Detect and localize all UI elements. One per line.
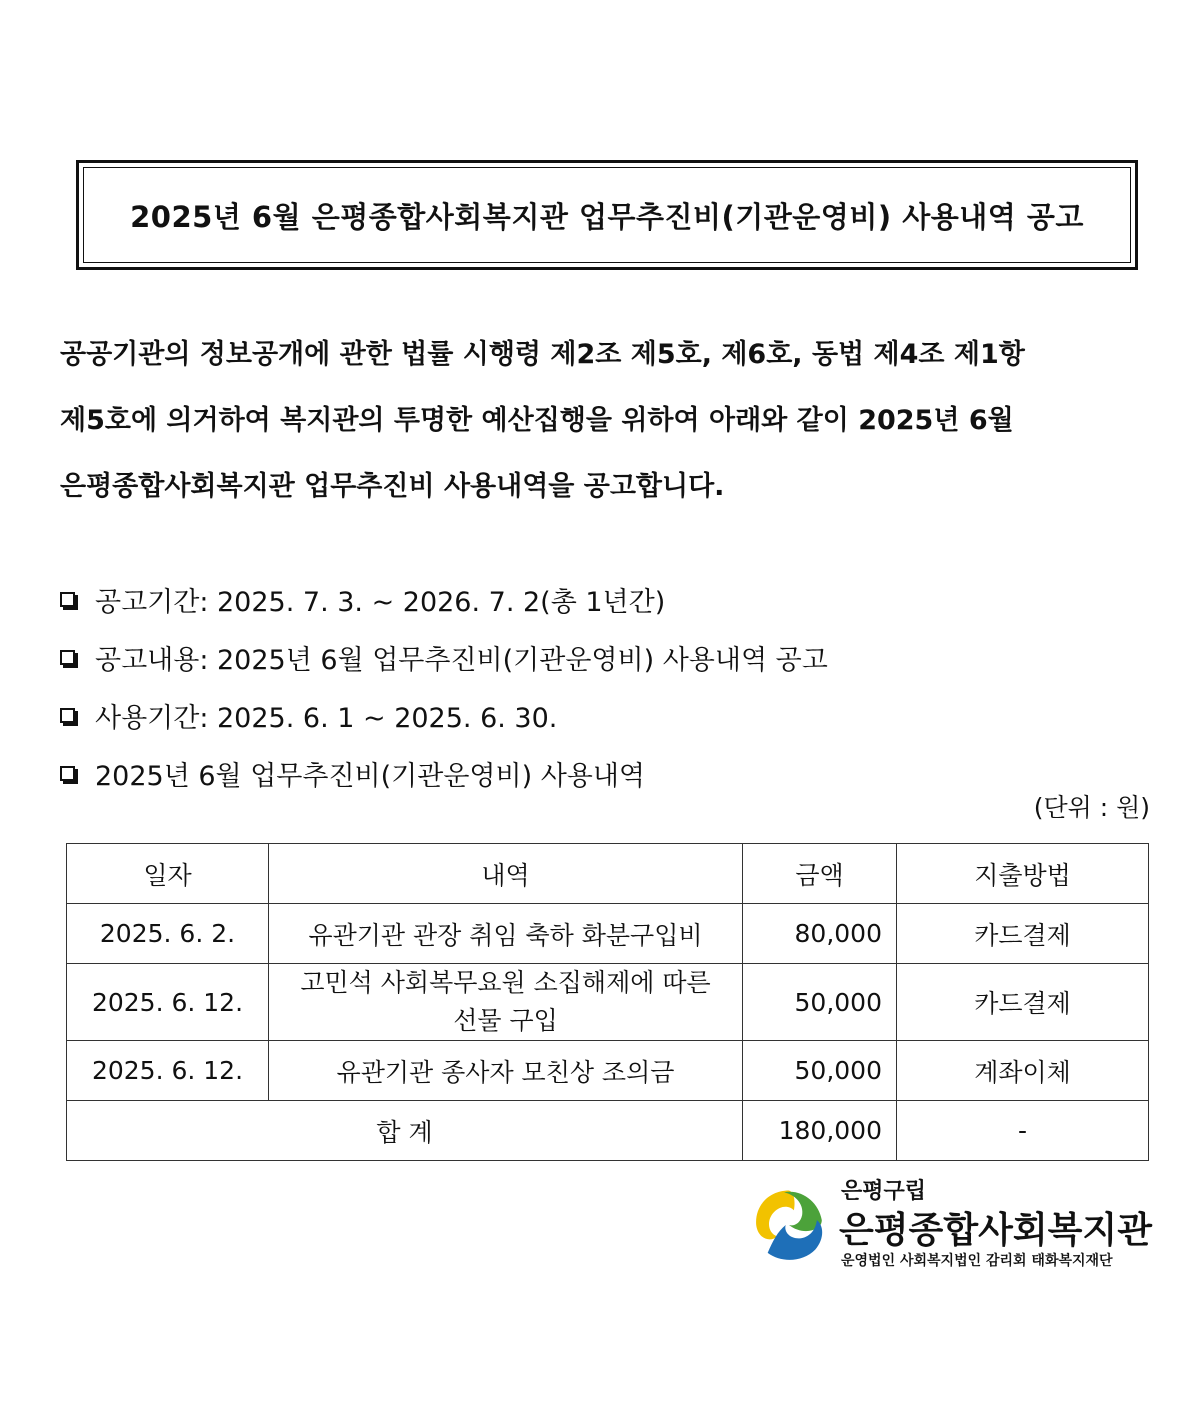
cell-description-line: 선물 구입 [453, 1006, 558, 1035]
cell-description [269, 964, 743, 1041]
cell-date: 2025. 6. 12. [67, 964, 269, 1041]
bullet-notice-content [60, 628, 1150, 686]
table-row [67, 1041, 1149, 1101]
cell-date: 2025. 6. 2. [67, 904, 269, 964]
bullet-text: 사용기간: 2025. 6. 1 ~ 2025. 6. 30. [95, 702, 558, 734]
checkbox-icon [60, 650, 75, 665]
unit-label: (단위 : 원) [1033, 793, 1150, 822]
bullet-usage-details [60, 744, 1150, 802]
cell-description-line: 고민석 사회복무요원 소집해제에 따른 [300, 968, 711, 997]
total-amount: 180,000 [743, 1101, 897, 1161]
table-header-row [67, 844, 1149, 904]
swirl-logo-icon [748, 1184, 830, 1266]
header-payment-method: 지출방법 [897, 844, 1149, 904]
checkbox-icon [60, 766, 75, 781]
cell-amount: 50,000 [743, 1041, 897, 1101]
table-row [67, 904, 1149, 964]
total-label: 합 계 [67, 1101, 743, 1161]
logo-center-name: 은평종합사회복지관 [839, 1210, 1152, 1251]
cell-amount: 80,000 [743, 904, 897, 964]
total-payment-method: - [897, 1101, 1149, 1161]
checkbox-icon [60, 592, 75, 607]
bullet-notice-period [60, 570, 1150, 628]
logo-district-label: 은평구립 [841, 1179, 927, 1204]
cell-amount: 50,000 [743, 964, 897, 1041]
notice-title: 2025년 6월 은평종합사회복지관 업무추진비(기관운영비) 사용내역 공고 [83, 167, 1131, 263]
header-date: 일자 [67, 844, 269, 904]
bullet-text: 공고내용: 2025년 6월 업무추진비(기관운영비) 사용내역 공고 [95, 644, 828, 676]
cell-date: 2025. 6. 12. [67, 1041, 269, 1101]
bullet-text: 공고기간: 2025. 7. 3. ~ 2026. 7. 2(총 1년간) [95, 586, 666, 618]
bullet-usage-period [60, 686, 1150, 744]
logo-operator: 운영법인 사회복지법인 감리회 태화복지재단 [841, 1253, 1113, 1269]
cell-payment-method: 카드결제 [897, 904, 1149, 964]
notice-bullets [60, 570, 1150, 802]
notice-title-box [76, 160, 1138, 270]
header-amount: 금액 [743, 844, 897, 904]
swirl-yellow-shape [756, 1191, 794, 1240]
intro-line: 제5호에 의거하여 복지관의 투명한 예산집행을 위하여 아래와 같이 2025년 6월 [60, 405, 1014, 436]
cell-description: 유관기관 관장 취임 축하 화분구입비 [269, 904, 743, 964]
checkbox-icon [60, 708, 75, 723]
usage-table [66, 843, 1149, 1161]
welfare-center-logo [748, 1172, 1152, 1272]
intro-line: 은평종합사회복지관 업무추진비 사용내역을 공고합니다. [60, 471, 725, 502]
intro-paragraph [60, 322, 1150, 520]
table-row [67, 964, 1149, 1041]
cell-payment-method: 계좌이체 [897, 1041, 1149, 1101]
cell-payment-method: 카드결제 [897, 964, 1149, 1041]
bullet-text: 2025년 6월 업무추진비(기관운영비) 사용내역 [95, 760, 646, 792]
header-description: 내역 [269, 844, 743, 904]
cell-description: 유관기관 종사자 모친상 조의금 [269, 1041, 743, 1101]
intro-line: 공공기관의 정보공개에 관한 법률 시행령 제2조 제5호, 제6호, 동법 제4조 제1항 [60, 339, 1025, 370]
table-total-row [67, 1101, 1149, 1161]
